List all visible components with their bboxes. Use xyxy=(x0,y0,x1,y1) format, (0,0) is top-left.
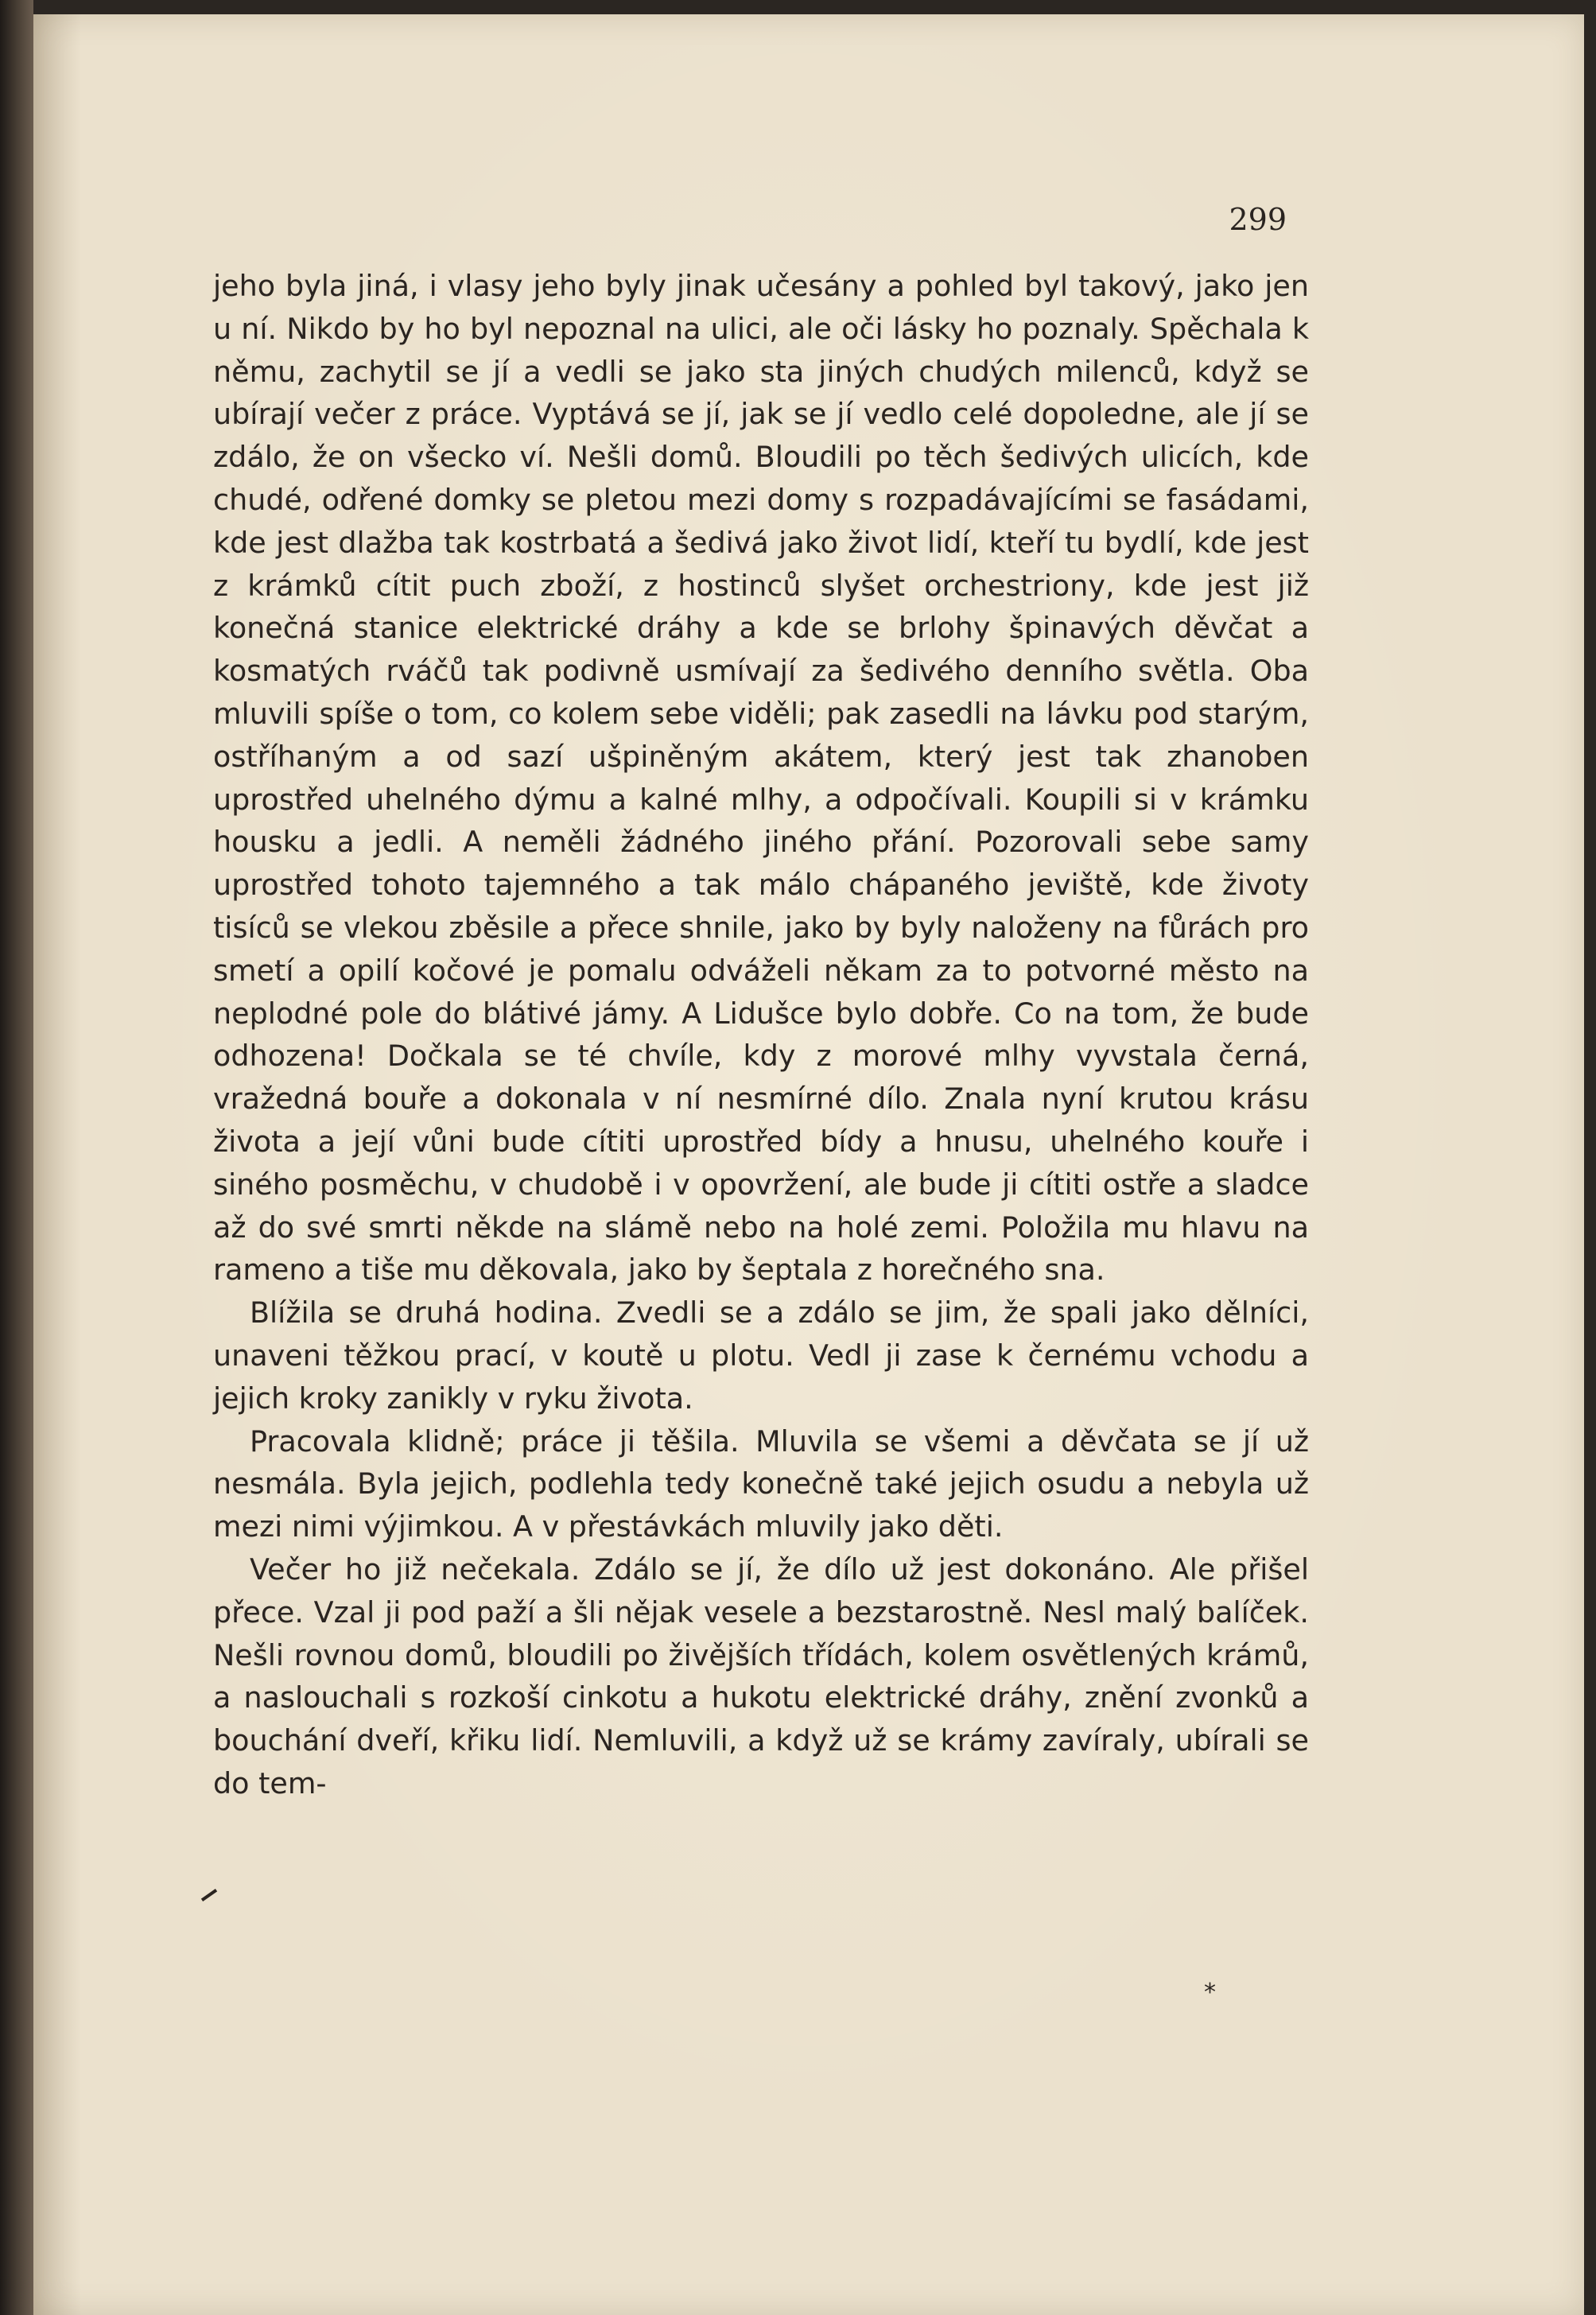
paragraph: Večer ho již nečekala. Zdálo se jí, že dílo už jest dokonáno. Ale přišel přece. Vzal ji pod paží a šli nějak vesele a bezstarostně. Nesl malý balíček. Nešli rovnou domů, bloudili po živějších třídách, kolem osvětlených krámů, a naslouchali s rozkoší cinkotu a hukotu elektrické dráhy, znění zvonků a bouchání dveří, křiku lidí. Nemluvili, a když už se krámy zavíraly, ubírali se do tem- xyxy=(213,1552,1309,1800)
paragraph: Pracovala klidně; práce ji těšila. Mluvila se všemi a děvčata se jí už nesmála. Byla jejich, podlehla tedy konečně také jejich osudu a nebyla už mezi nimi výjimkou. A v přestávkách mluvily jako děti. xyxy=(213,1424,1309,1544)
paragraph-continued: jeho byla jiná, i vlasy jeho byly jinak učesány a pohled byl takový, jako jen u ní. Nikdo by ho byl nepoznal na ulici, ale oči lásky ho poznaly. Spěchala k němu, zachytil se jí a vedli se jako sta jiných chudých milenců, když se ubírají večer z práce. Vyptává se jí, jak se jí vedlo celé dopoledne, ale jí se zdálo, že on všecko ví. Nešli domů. Bloudili po těch šedivých ulicích, kde chudé, odřené domky se pletou mezi domy s rozpadávajícími se fasádami, kde jest dlažba tak kostrbatá a šedivá jako život lidí, kteří tu bydlí, kde jest z krámků cítit puch zboží, z hostinců slyšet orchestriony, kde jest již konečná stanice elektrické dráhy a kde se brlohy špinavých děvčat a kosmatých rváčů tak podivně usmívají za šedivého denního světla. Oba mluvili spíše o tom, co kolem sebe viděli; pak zasedli na lávku pod starým, ostříhaným a od sazí ušpiněným akátem, který jest tak zhanoben uprostřed uhelného dýmu a kalné mlhy, a odpočívali. Koupili si v krámku housku a jedli. A neměli žádného jiného přání. Pozorovali sebe samy uprostřed tohoto tajemného a tak málo chápaného jeviště, kde životy tisíců se vlekou zběsile a přece shnile, jako by byly naloženy na fůrách pro smetí a opilí kočové je pomalu odváželi někam za to potvorné město na neplodné pole do blátivé jámy. A Lidušce bylo dobře. Co na tom, že bude odhozena! Dočkala se té chvíle, kdy z morové mlhy vyvstala černá, vražedná bouře a dokonala v ní nesmírné dílo. Znala nyní krutou krásu života a její vůni bude cítiti uprostřed bídy a hnusu, uhelného kouře i siného posměchu, v chudobě i v opovržení, ale bude ji cítiti ostře a sladce až do své smrti někde na slámě nebo na holé zemi. Položila mu hlavu na rameno a tiše mu děkovala, jako by šeptala z horečného sna. xyxy=(213,269,1309,1288)
signature-mark: * xyxy=(1204,1979,1216,2006)
book-page xyxy=(33,14,1584,2315)
pencil-margin-mark xyxy=(201,1889,217,1901)
page-number: 299 xyxy=(1229,202,1287,237)
paragraph: Blížila se druhá hodina. Zvedli se a zdálo se jim, že spali jako dělníci, unaveni těžkou prací, v koutě u plotu. Vedl ji zase k černému vchodu a jejich kroky zanikly v ryku života. xyxy=(213,1295,1309,1416)
body-text xyxy=(213,265,1309,1805)
previous-page-edge xyxy=(0,0,33,2315)
